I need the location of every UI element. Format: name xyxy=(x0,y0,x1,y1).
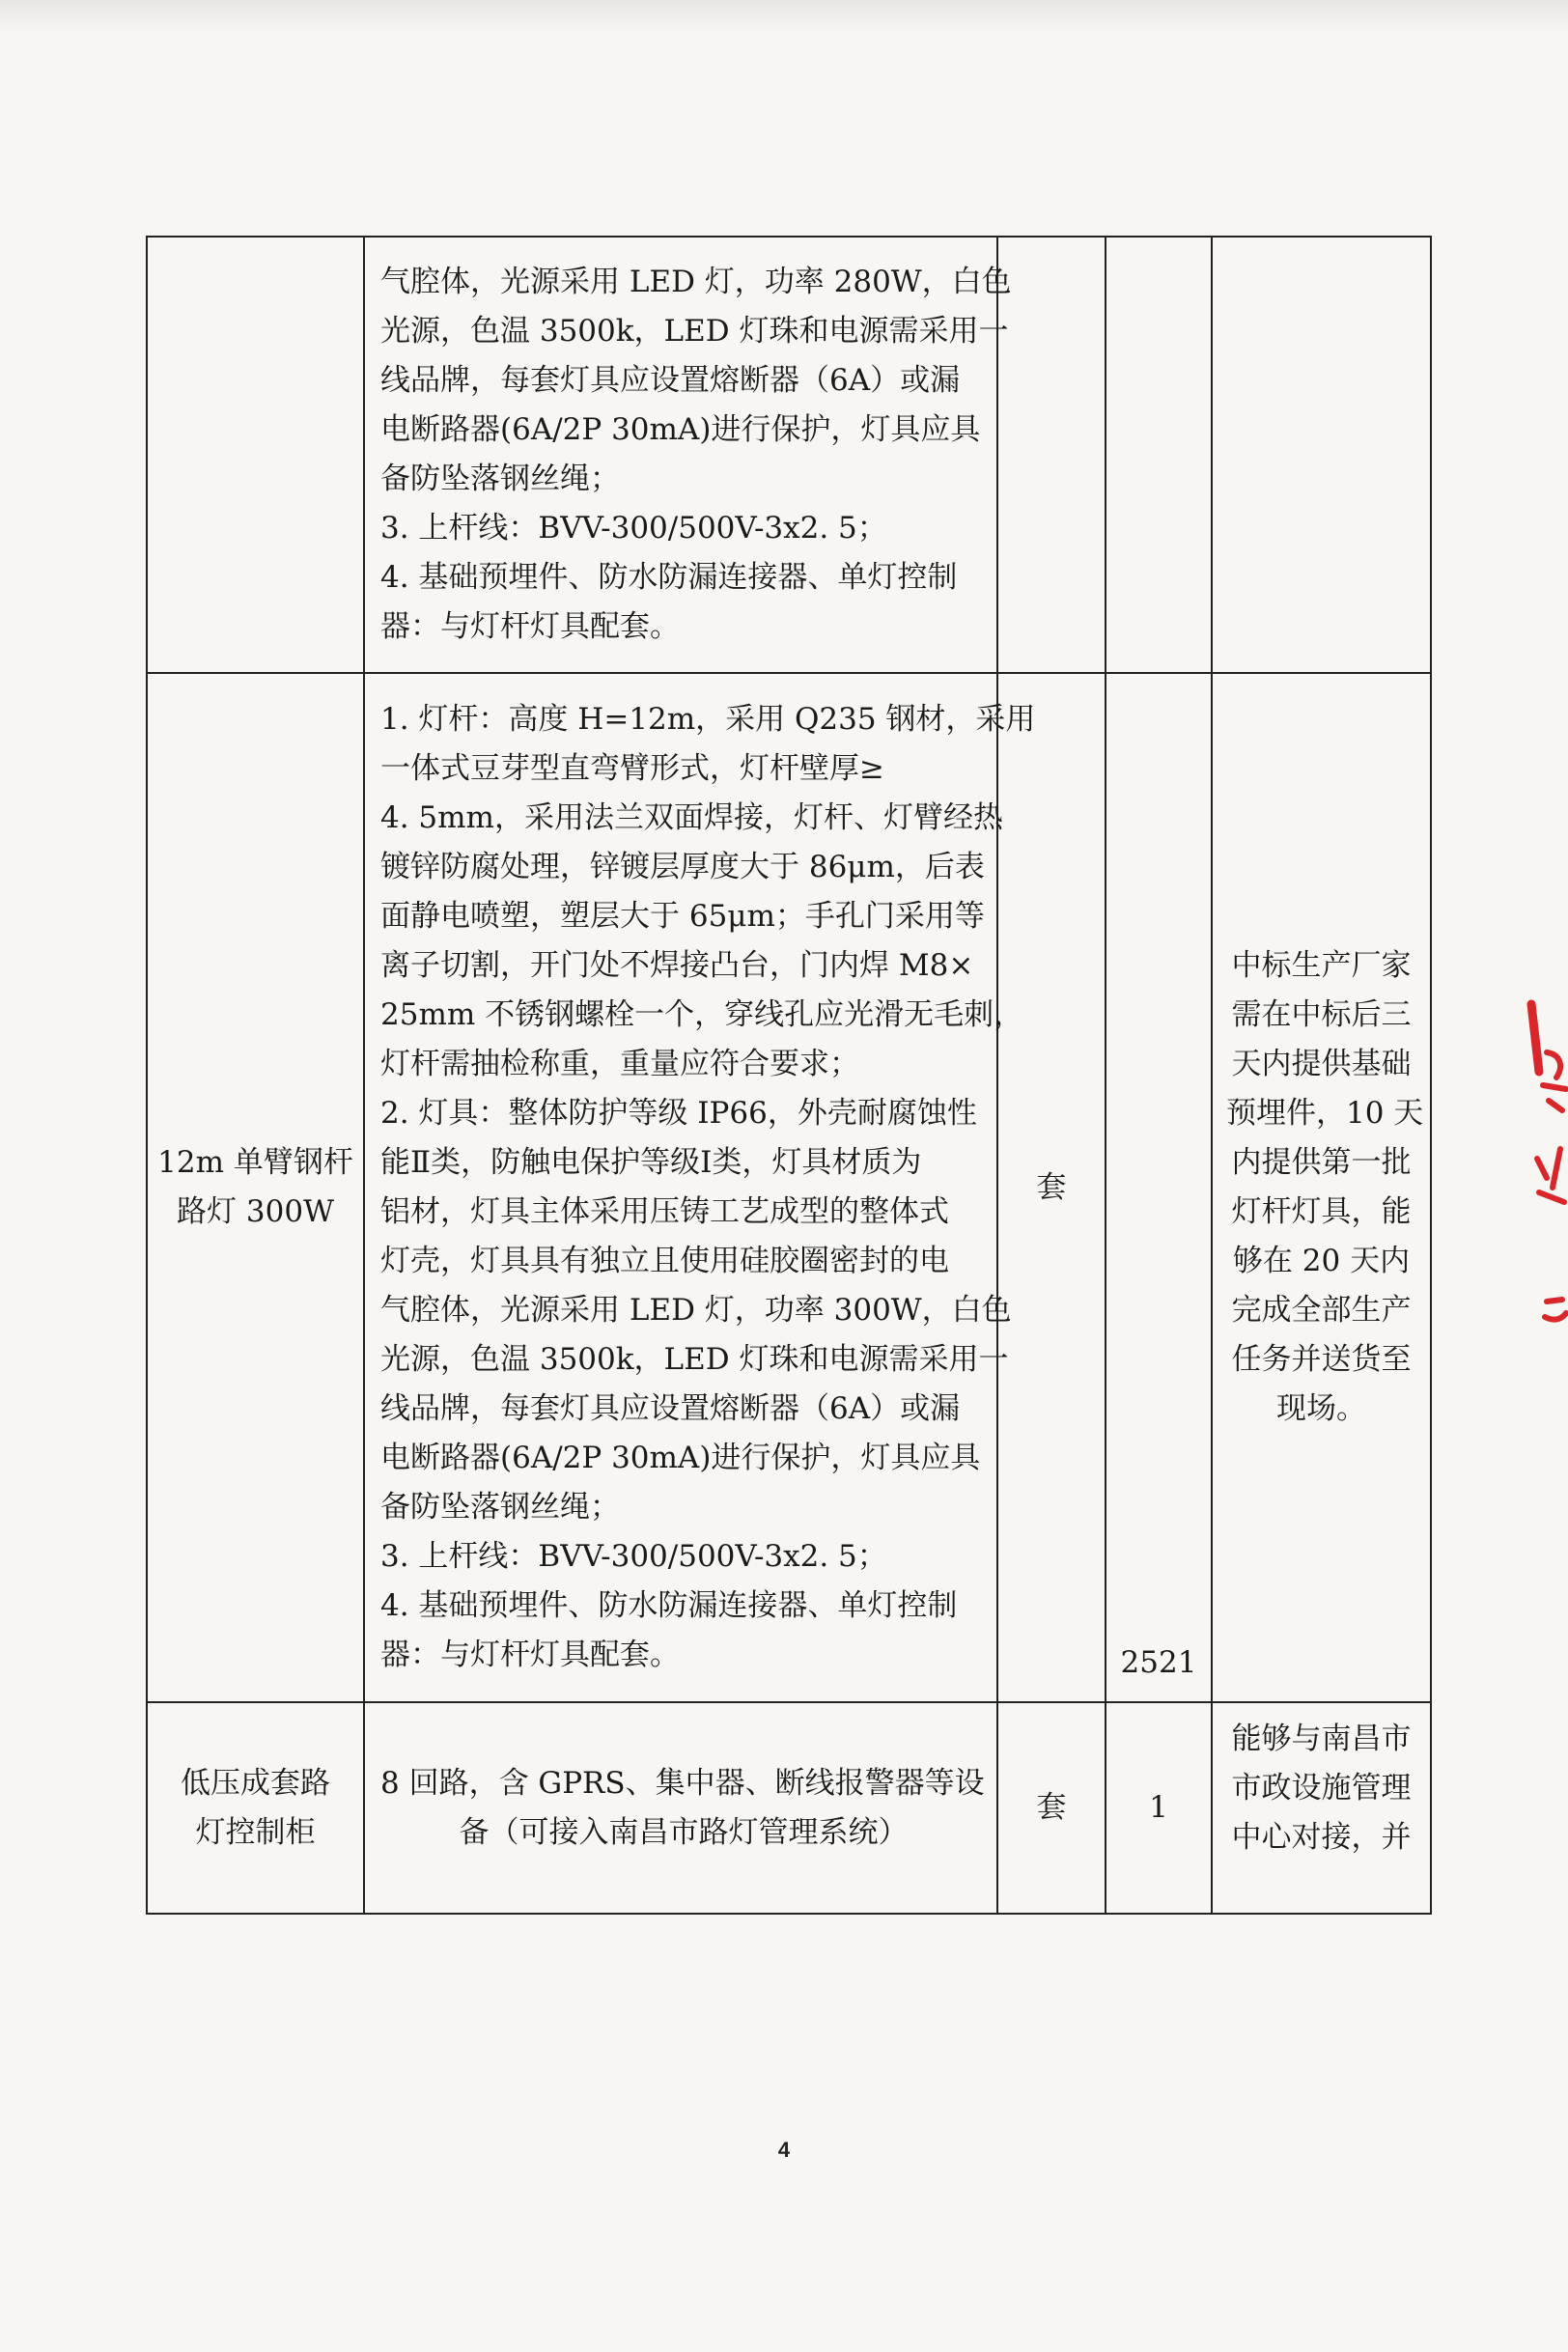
table-row xyxy=(147,673,1431,1702)
spec-line: 线品牌，每套灯具应设置熔断器（6A）或漏 xyxy=(380,363,961,398)
spec-line: 备（可接入南昌市路灯管理系统） xyxy=(459,1814,909,1850)
spec-line: 能Ⅱ类，防触电保护等级Ⅰ类，灯具材质为 xyxy=(380,1145,922,1180)
item-name-line: 低压成套路 xyxy=(181,1765,330,1801)
page-number: 4 xyxy=(777,2138,791,2162)
note-line: 完成全部生产 xyxy=(1231,1293,1412,1328)
spec-line: 4. 5mm，采用法兰双面焊接，灯杆、灯臂经热 xyxy=(380,800,1003,835)
item-spec-cell xyxy=(364,673,1036,1702)
spec-line: 4. 基础预埋件、防水防漏连接器、单灯控制 xyxy=(380,1588,958,1623)
note-line: 内提供第一批 xyxy=(1231,1145,1412,1180)
red-seal-fragment-icon xyxy=(1518,994,1568,1342)
item-unit-cell: 套 xyxy=(997,673,1106,1702)
spec-line: 铝材，灯具主体采用压铸工艺成型的整体式 xyxy=(380,1194,949,1229)
scan-edge-shadow xyxy=(0,0,1568,33)
spec-line: 电断路器(6A/2P 30mA)进行保护，灯具应具 xyxy=(380,412,981,447)
item-qty-cell: 2521 xyxy=(1106,673,1212,1702)
note-line: 预埋件，10 天 xyxy=(1226,1096,1424,1131)
item-note-cell xyxy=(1212,1702,1431,1914)
spec-line: 镀锌防腐处理，锌镀层厚度大于 86μm，后表 xyxy=(380,850,985,884)
spec-line: 离子切割，开门处不焊接凸台，门内焊 M8× xyxy=(380,948,974,983)
item-name-line: 路灯 300W xyxy=(177,1194,334,1229)
procurement-spec-table xyxy=(146,236,1432,1915)
table-row xyxy=(147,237,1431,673)
spec-line: 线品牌，每套灯具应设置熔断器（6A）或漏 xyxy=(380,1391,961,1426)
item-spec-cell xyxy=(364,237,1012,673)
item-note-cell xyxy=(1212,673,1431,1702)
spec-line: 气腔体，光源采用 LED 灯，功率 300W，白色 xyxy=(380,1293,1012,1328)
note-line: 够在 20 天内 xyxy=(1232,1244,1411,1278)
spec-line: 器：与灯杆灯具配套。 xyxy=(380,1638,680,1672)
spec-line: 灯壳，灯具具有独立且使用硅胶圈密封的电 xyxy=(380,1244,949,1278)
spec-line: 3. 上杆线：BVV-300/500V-3x2. 5； xyxy=(380,511,887,546)
item-qty-cell xyxy=(1106,237,1212,673)
spec-line: 备防坠落钢丝绳； xyxy=(380,462,620,496)
spec-line: 灯杆需抽检称重，重量应符合要求； xyxy=(380,1047,859,1081)
item-name-cell xyxy=(147,237,364,673)
item-name-line: 12m 单臂钢杆 xyxy=(157,1145,353,1180)
note-line: 中心对接，并 xyxy=(1231,1820,1412,1855)
note-line: 能够与南昌市 xyxy=(1231,1722,1412,1756)
spec-line: 电断路器(6A/2P 30mA)进行保护，灯具应具 xyxy=(380,1441,981,1475)
spec-line: 25mm 不锈钢螺栓一个，穿线孔应光滑无毛刺， xyxy=(380,997,1024,1032)
spec-line: 2. 灯具：整体防护等级 IP66，外壳耐腐蚀性 xyxy=(380,1096,977,1131)
note-line: 任务并送货至 xyxy=(1231,1342,1412,1377)
note-line: 灯杆灯具，能 xyxy=(1231,1194,1412,1229)
item-spec-cell xyxy=(364,1702,997,1914)
spec-line: 一体式豆芽型直弯臂形式，灯杆壁厚≥ xyxy=(380,751,884,786)
spec-line: 光源，色温 3500k，LED 灯珠和电源需采用一 xyxy=(380,1342,1009,1377)
note-line: 需在中标后三 xyxy=(1231,997,1412,1032)
spec-line: 面静电喷塑，塑层大于 65μm；手孔门采用等 xyxy=(380,899,985,934)
spec-line: 8 回路，含 GPRS、集中器、断线报警器等设 xyxy=(380,1765,985,1801)
table-row xyxy=(147,1702,1431,1914)
item-qty-cell: 1 xyxy=(1106,1702,1212,1914)
note-line: 天内提供基础 xyxy=(1231,1047,1412,1081)
item-unit-cell xyxy=(997,237,1106,673)
spec-line: 1. 灯杆：高度 H=12m，采用 Q235 钢材，采用 xyxy=(380,702,1036,737)
spec-line: 光源，色温 3500k，LED 灯珠和电源需采用一 xyxy=(380,314,1009,349)
note-line: 市政设施管理 xyxy=(1231,1771,1412,1806)
spec-line: 气腔体，光源采用 LED 灯，功率 280W，白色 xyxy=(380,265,1012,299)
item-name-line: 灯控制柜 xyxy=(195,1814,316,1850)
item-unit-cell: 套 xyxy=(997,1702,1106,1914)
note-line: 现场。 xyxy=(1276,1391,1366,1426)
spec-line: 4. 基础预埋件、防水防漏连接器、单灯控制 xyxy=(380,560,958,595)
note-line: 中标生产厂家 xyxy=(1231,948,1412,983)
item-name-cell xyxy=(147,673,364,1702)
item-name-cell xyxy=(147,1702,364,1914)
spec-line: 备防坠落钢丝绳； xyxy=(380,1490,620,1525)
spec-line: 3. 上杆线：BVV-300/500V-3x2. 5； xyxy=(380,1539,887,1574)
spec-line: 器：与灯杆灯具配套。 xyxy=(380,609,680,644)
item-note-cell xyxy=(1212,237,1431,673)
